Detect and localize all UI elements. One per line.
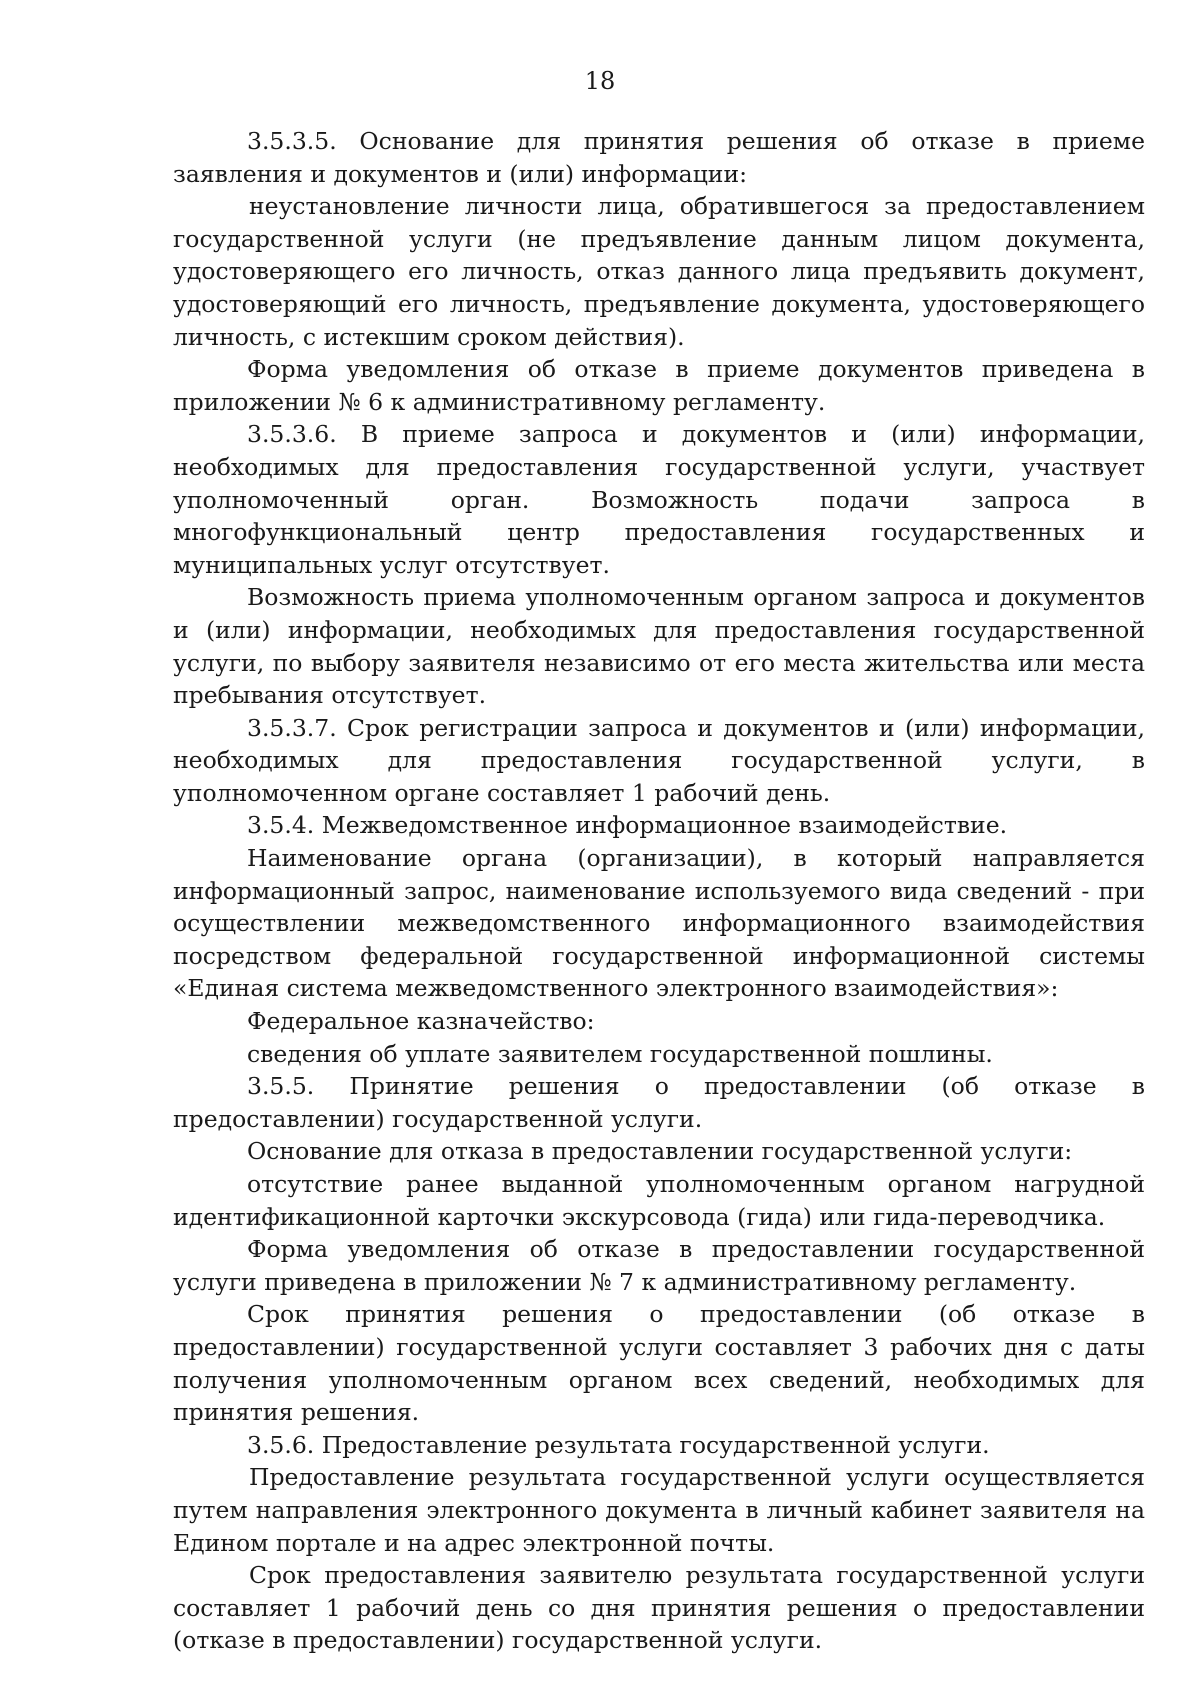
paragraph-notice-form: Форма уведомления об отказе в предоставлении государственной услуги приведена в приложении № 7 к административному регламенту. [173,1235,1145,1296]
paragraph-extraterritorial: Возможность приема уполномоченным органом запроса и документов и (или) информации, необходимых для предоставления государственной услуги, по выбору заявителя независимо от его места жительства или места пребывания отсутствует. [173,583,1145,710]
paragraph-fee-info: сведения об уплате заявителем государственной пошлины. [247,1039,993,1068]
document-body [173,125,1145,1657]
paragraph-refusal-ground: неустановление личности лица, обратившегося за предоставлением государственной услуги (не предъявление данным лицом документа, удостоверяющего его личность, отказ данного лица предъявить документ, удостоверяющий его личность, предъявление документа, удостоверяющего личность, с истекшим сроком действия). [173,192,1145,351]
paragraph-3-5-4: 3.5.4. Межведомственное информационное взаимодействие. [247,811,1008,840]
paragraph-3-5-5: 3.5.5. Принятие решения о предоставлении (об отказе в предоставлении) государственной услуги. [173,1072,1145,1133]
paragraph-3-5-3-7: 3.5.3.7. Срок регистрации запроса и документов и (или) информации, необходимых для предоставления государственной услуги, в уполномоченном органе составляет 1 рабочий день. [173,713,1145,807]
paragraph-refusal-form: Форма уведомления об отказе в приеме документов приведена в приложении № 6 к административному регламенту. [173,355,1145,416]
paragraph-result-term: Срок предоставления заявителю результата государственной услуги составляет 1 рабочий день со дня принятия решения о предоставлении (отказе в предоставлении) государственной услуги. [173,1561,1145,1655]
paragraph-3-5-3-5: 3.5.3.5. Основание для принятия решения об отказе в приеме заявления и документов и (или) информации: [173,127,1145,188]
paragraph-refusal-basis: Основание для отказа в предоставлении государственной услуги: [247,1137,1073,1166]
paragraph-interagency-request: Наименование органа (организации), в который направляется информационный запрос, наименование используемого вида сведений - при осуществлении межведомственного информационного взаимодействия посредством федеральной государственной информационной системы «Единая система межведомственного электронного взаимодействия»: [173,844,1145,1003]
paragraph-3-5-3-6: 3.5.3.6. В приеме запроса и документов и (или) информации, необходимых для предоставления государственной услуги, участвует уполномоченный орган. Возможность подачи запроса в многофункциональный центр предоставления государственных и муниципальных услуг отсутствует. [173,420,1145,579]
paragraph-result-delivery: Предоставление результата государственной услуги осуществляется путем направления электронного документа в личный кабинет заявителя на Едином портале и на адрес электронной почты. [173,1463,1145,1557]
paragraph-treasury: Федеральное казначейство: [247,1007,595,1036]
page-number: 18 [584,67,616,95]
paragraph-3-5-6: 3.5.6. Предоставление результата государственной услуги. [247,1430,990,1459]
paragraph-missing-card: отсутствие ранее выданной уполномоченным органом нагрудной идентификационной карточки экскурсовода (гида) или гида-переводчика. [173,1170,1145,1231]
paragraph-decision-term: Срок принятия решения о предоставлении (об отказе в предоставлении) государственной услуги составляет 3 рабочих дня с даты получения уполномоченным органом всех сведений, необходимых для принятия решения. [173,1300,1145,1427]
